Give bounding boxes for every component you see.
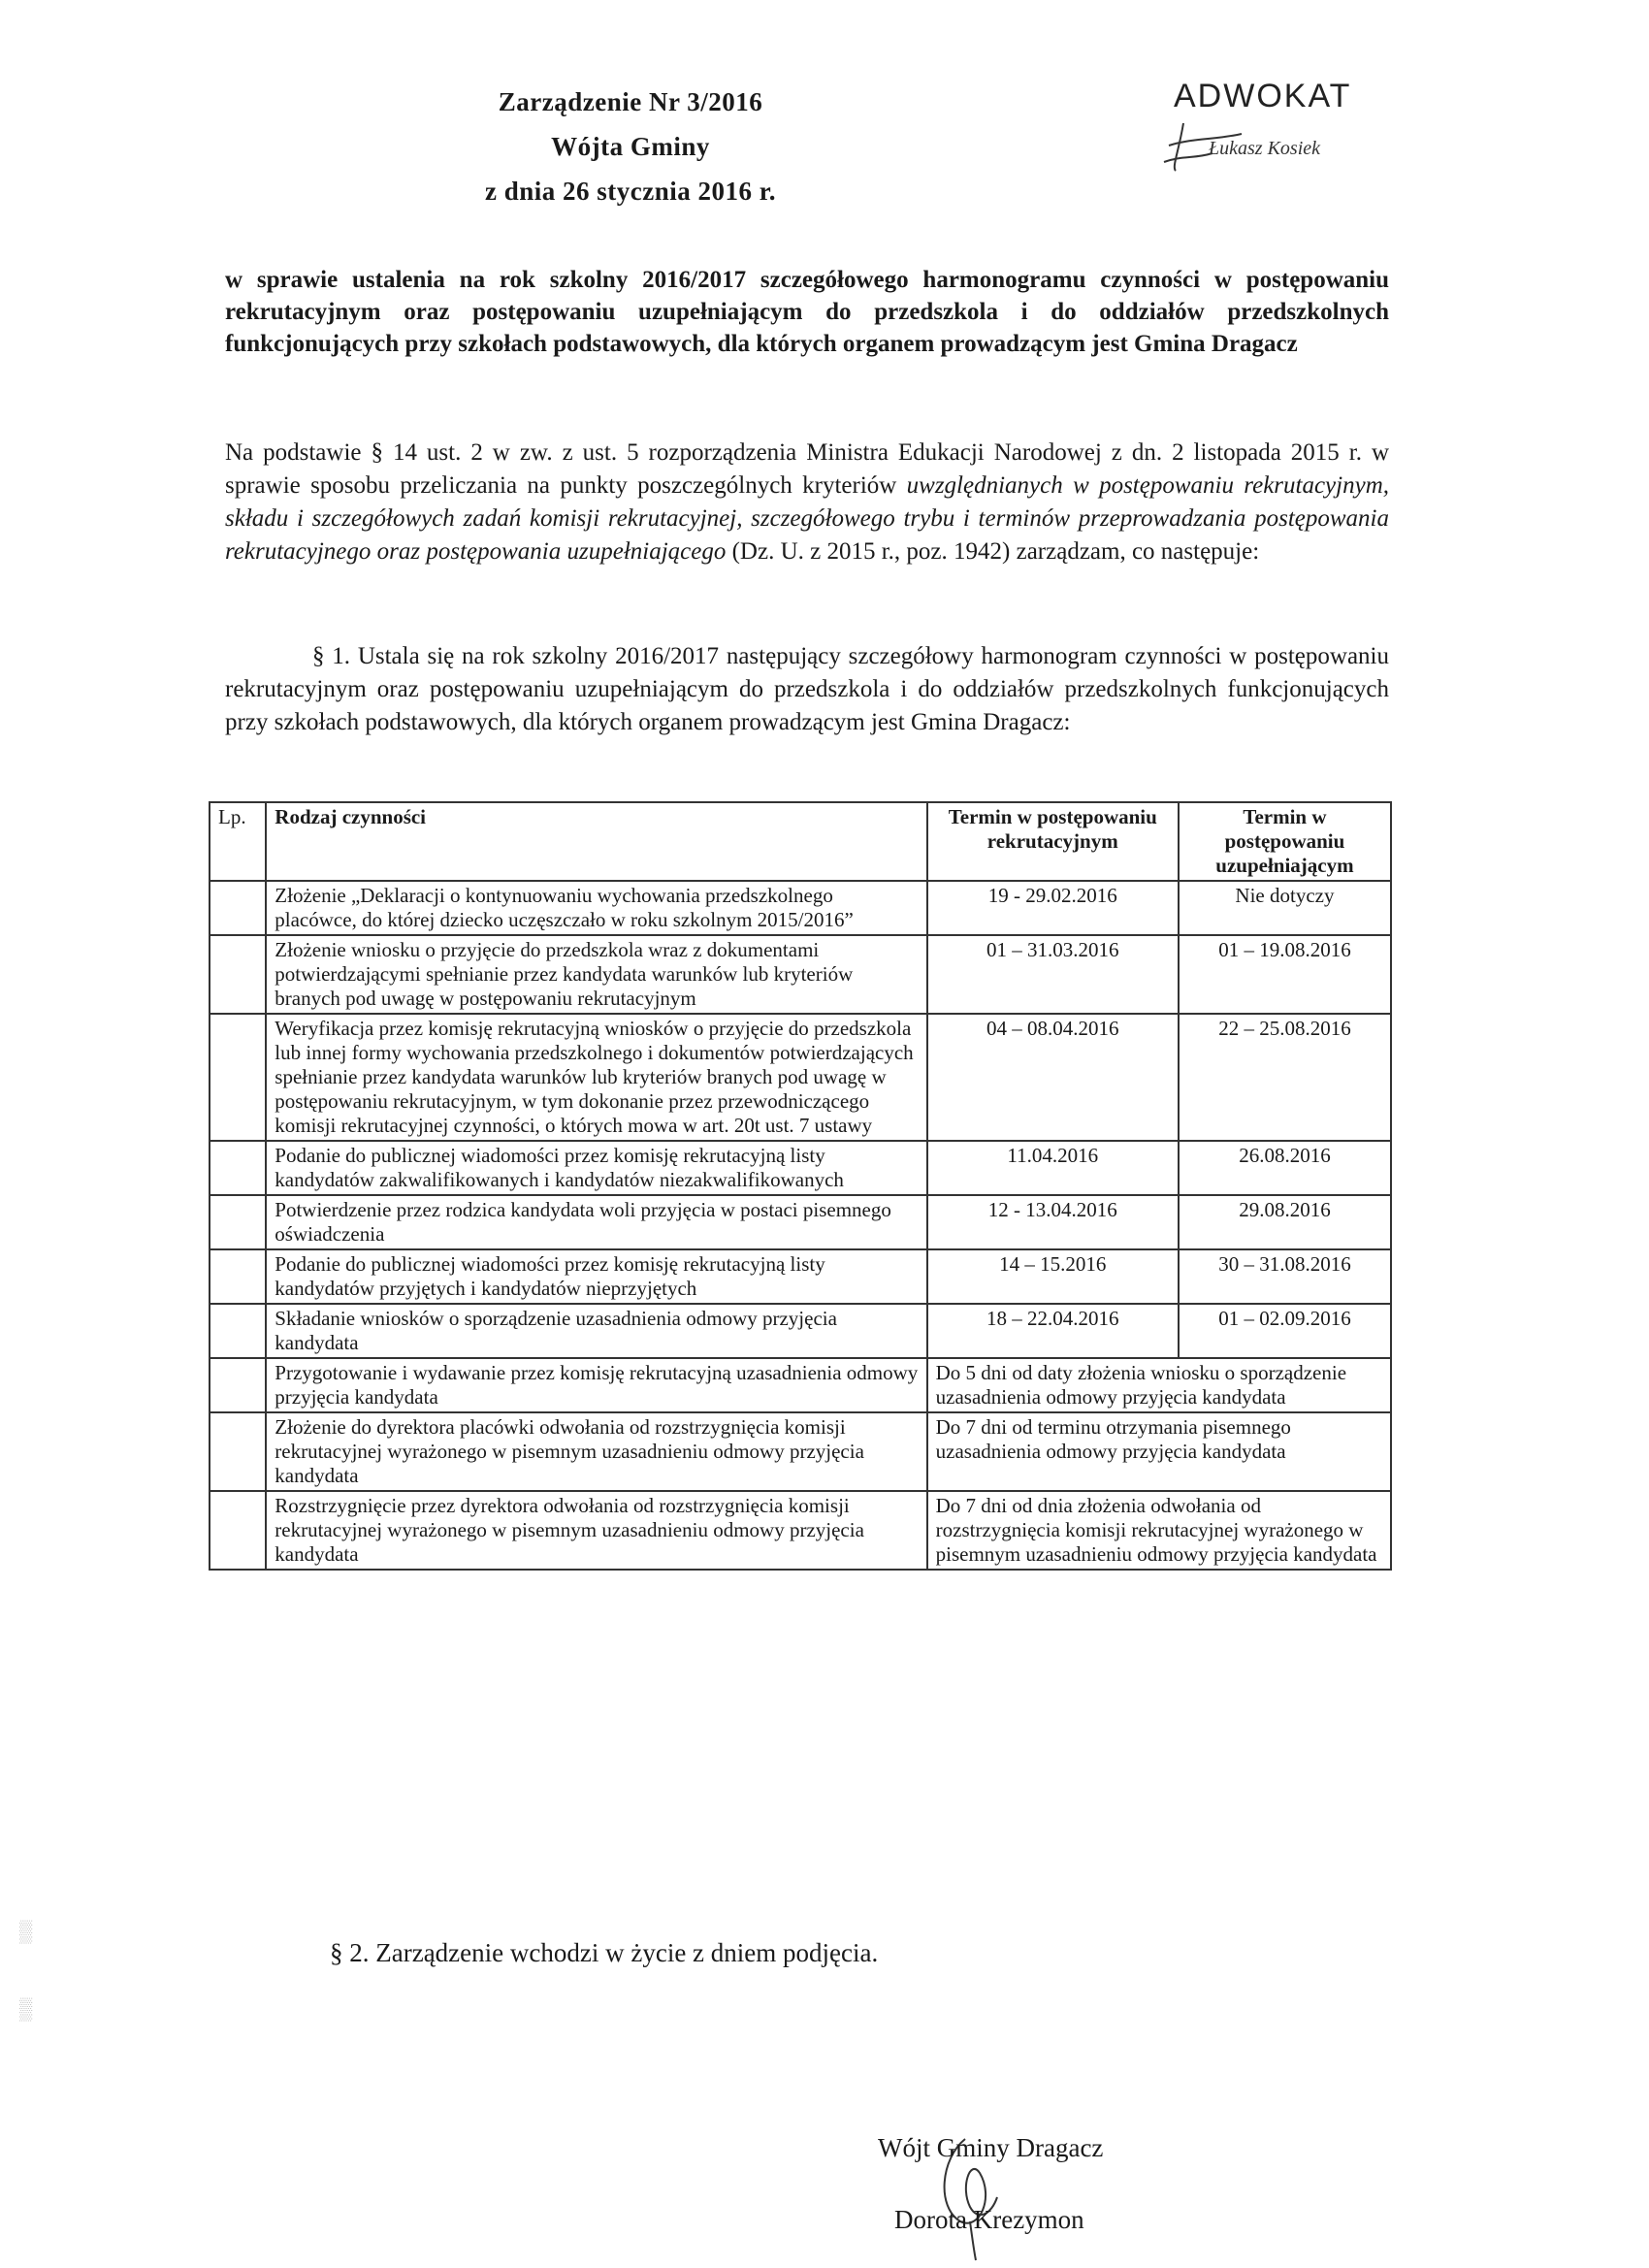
paragraph-1-text: § 1. Ustala się na rok szkolny 2016/2017 następujący szczegółowy harmonogram czynności w postępowaniu rekrutacyjnym oraz postępowaniu uzupełniającym do przedszkola i do oddziałów przedszkolnych funkcjonujących przy szkołach podstawowych, dla których organem prowadzącym jest Gmina Dragacz:	[225, 643, 1389, 735]
row-activity: Przygotowanie i wydawanie przez komisję rekrutacyjną uzasadnienia odmowy przyjęcia kandydata	[266, 1358, 926, 1412]
lawyer-stamp	[1125, 70, 1358, 177]
schedule-table	[209, 801, 1392, 1571]
row-term-supplementary: 29.08.2016	[1179, 1195, 1391, 1249]
signature-block	[873, 2129, 1261, 2265]
document-header	[0, 80, 1261, 213]
legal-basis-regulation-title: uwzględnianych w postępowaniu rekrutacyjnym, składu i szczegółowych zadań komisji rekrutacyjnej, szczegółowego trybu i terminów przeprowadzania postępowania rekrutacyjnego oraz postępowania uzupełniającego	[225, 472, 1390, 565]
row-term-recruitment: 11.04.2016	[927, 1141, 1179, 1195]
legal-basis-part3: (Dz. U. z 2015 r., poz. 1942) zarządzam, co następuje:	[726, 538, 1260, 565]
row-term-recruitment: 14 – 15.2016	[927, 1249, 1179, 1304]
header-activity: Rodzaj czynności	[266, 802, 926, 881]
table-row	[210, 1249, 1391, 1304]
order-date: z dnia 26 stycznia 2016 r.	[484, 177, 776, 206]
row-activity: Potwierdzenie przez rodzica kandydata woli przyjęcia w postaci pisemnego oświadczenia	[266, 1195, 926, 1249]
order-number: Zarządzenie Nr 3/2016	[498, 87, 763, 116]
row-term-supplementary: 26.08.2016	[1179, 1141, 1391, 1195]
row-term-supplementary: 30 – 31.08.2016	[1179, 1249, 1391, 1304]
row-activity: Złożenie wniosku o przyjęcie do przedszkola wraz z dokumentami potwierdzającymi spełnianie przez kandydata warunków lub kryteriów branych pod uwagę w postępowaniu rekrutacyjnym	[266, 935, 926, 1014]
legal-basis-part1: Na podstawie § 14 ust. 2 w zw. z ust. 5 rozporządzenia Ministra Edukacji Narodowej z dn. 2 listopada 2015 r. w sprawie sposobu przeliczania na punkty poszczególnych kryteriów	[225, 439, 1389, 499]
legal-basis	[225, 437, 1389, 568]
row-term-supplementary: Nie dotyczy	[1179, 881, 1391, 935]
table-row	[210, 935, 1391, 1014]
row-term-common: Do 7 dni od dnia złożenia odwołania od rozstrzygnięcia komisji rekrutacyjnej wyrażonego w pisemnym uzasadnieniu odmowy przyjęcia kandydata	[927, 1491, 1391, 1570]
table-row	[210, 1412, 1391, 1491]
stamp-name: Łukasz Kosiek	[1209, 138, 1320, 159]
table-row	[210, 1491, 1391, 1570]
row-term-supplementary: 01 – 19.08.2016	[1179, 935, 1391, 1014]
row-term-recruitment: 01 – 31.03.2016	[927, 935, 1179, 1014]
row-activity: Złożenie do dyrektora placówki odwołania od rozstrzygnięcia komisji rekrutacyjnej wyrażonego w pisemnym uzasadnieniu odmowy przyjęcia kandydata	[266, 1412, 926, 1491]
table-row	[210, 1014, 1391, 1141]
table-row	[210, 1141, 1391, 1195]
header-lp: Lp.	[210, 802, 266, 881]
scan-margin-mark: ▒	[19, 1998, 33, 2023]
scan-margin-mark: ▒	[19, 1921, 33, 1945]
table-row	[210, 1304, 1391, 1358]
stamp-title: ADWOKAT	[1174, 78, 1352, 114]
document-subject: w sprawie ustalenia na rok szkolny 2016/2017 szczegółowego harmonogramu czynności w postępowaniu rekrutacyjnym oraz postępowaniu uzupełniającym do przedszkola i do oddziałów przedszkolnych funkcjonujących przy szkołach podstawowych, dla których organem prowadzącym jest Gmina Dragacz	[225, 267, 1389, 357]
row-activity: Złożenie „Deklaracji o kontynuowaniu wychowania przedszkolnego placówce, do której dziecko uczęszczało w roku szkolnym 2015/2016”	[266, 881, 926, 935]
row-term-supplementary: 22 – 25.08.2016	[1179, 1014, 1391, 1141]
row-activity: Podanie do publicznej wiadomości przez komisję rekrutacyjną listy kandydatów przyjętych i kandydatów nieprzyjętych	[266, 1249, 926, 1304]
header-term-recruitment: Termin w postępowaniu rekrutacyjnym	[927, 802, 1179, 881]
row-term-recruitment: 18 – 22.04.2016	[927, 1304, 1179, 1358]
row-term-common: Do 7 dni od terminu otrzymania pisemnego uzasadnienia odmowy przyjęcia kandydata	[927, 1412, 1391, 1491]
signatory-role: Wójt Gminy Dragacz	[878, 2133, 1104, 2162]
paragraph-2: § 2. Zarządzenie wchodzi w życie z dniem podjęcia.	[330, 1938, 879, 1967]
row-term-recruitment: 04 – 08.04.2016	[927, 1014, 1179, 1141]
table-row	[210, 1358, 1391, 1412]
row-term-supplementary: 01 – 02.09.2016	[1179, 1304, 1391, 1358]
row-activity: Podanie do publicznej wiadomości przez komisję rekrutacyjną listy kandydatów zakwalifikowanych i kandydatów niezakwalifikowanych	[266, 1141, 926, 1195]
signatory-name: Dorota Krezymon	[894, 2205, 1084, 2234]
row-activity: Weryfikacja przez komisję rekrutacyjną wniosków o przyjęcie do przedszkola lub innej formy wychowania przedszkolnego i dokumentów potwierdzających spełnianie przez kandydata warunków lub kryteriów branych pod uwagę w postępowaniu rekrutacyjnym, w tym dokonanie przez przewodniczącego komisji rekrutacyjnej czynności, o których mowa w art. 20t ust. 7 ustawy	[266, 1014, 926, 1141]
row-activity: Rozstrzygnięcie przez dyrektora odwołania od rozstrzygnięcia komisji rekrutacyjnej wyrażonego w pisemnym uzasadnieniu odmowy przyjęcia kandydata	[266, 1491, 926, 1570]
paragraph-1	[225, 640, 1389, 739]
issuer: Wójta Gminy	[551, 132, 710, 161]
row-term-common: Do 5 dni od daty złożenia wniosku o sporządzenie uzasadnienia odmowy przyjęcia kandydata	[927, 1358, 1391, 1412]
row-activity: Składanie wniosków o sporządzenie uzasadnienia odmowy przyjęcia kandydata	[266, 1304, 926, 1358]
table-row	[210, 1195, 1391, 1249]
row-term-recruitment: 12 - 13.04.2016	[927, 1195, 1179, 1249]
table-row	[210, 881, 1391, 935]
row-term-recruitment: 19 - 29.02.2016	[927, 881, 1179, 935]
header-term-supplementary: Termin w postępowaniu uzupełniającym	[1179, 802, 1391, 881]
table-header-row	[210, 802, 1391, 881]
